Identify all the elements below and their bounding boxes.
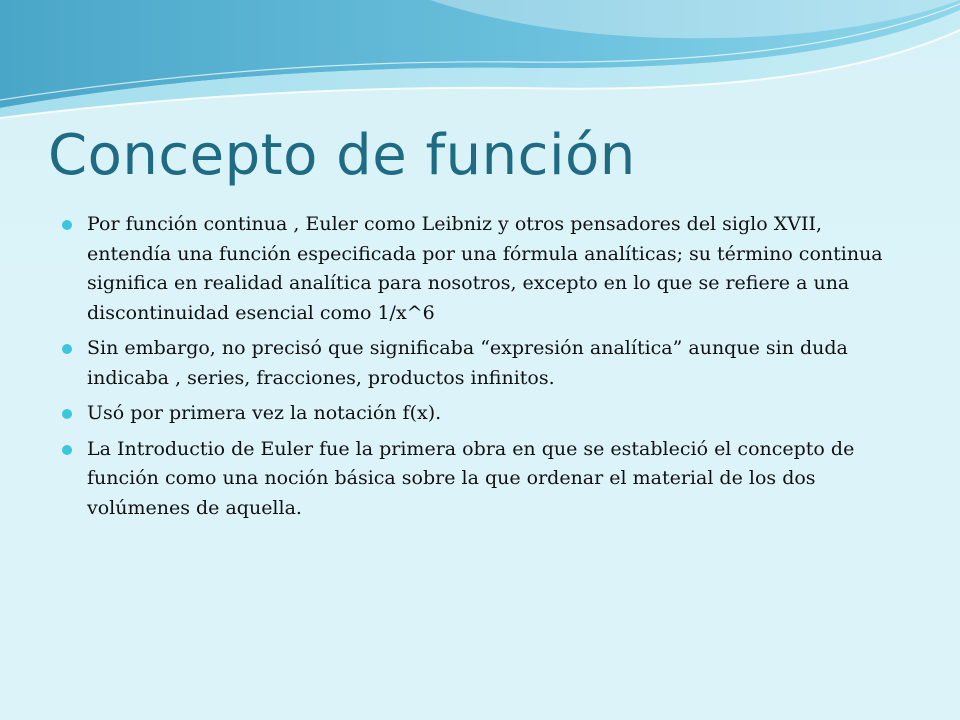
slide-title: Concepto de función bbox=[48, 123, 636, 188]
bullet-item bbox=[62, 334, 912, 393]
bullet-dot-icon bbox=[62, 445, 72, 455]
bullet-dot-icon bbox=[62, 409, 72, 419]
bullet-text: La Introductio de Euler fue la primera obra en que se estableció el concepto de función como una noción básica sobre la que ordenar el material de los dos volúmenes de aquella. bbox=[87, 437, 855, 519]
bullet-text: Por función continua , Euler como Leibniz y otros pensadores del siglo XVII, entendía una función especificada por una fórmula analíticas; su término continua significa en realidad analítica para nosotros, excepto en lo que se refiere a una discontinuidad esencial como 1/x^6 bbox=[87, 213, 883, 324]
bullet-dot-icon bbox=[62, 220, 72, 230]
bullet-list bbox=[62, 210, 912, 529]
bullet-dot-icon bbox=[62, 344, 72, 354]
bullet-item bbox=[62, 210, 912, 328]
header-wave-decoration bbox=[0, 0, 960, 130]
bullet-text: Usó por primera vez la notación f(x). bbox=[87, 402, 442, 424]
bullet-item bbox=[62, 399, 912, 429]
bullet-text: Sin embargo, no precisó que significaba “expresión analítica” aunque sin duda indicaba , series, fracciones, productos infinitos. bbox=[87, 337, 848, 389]
bullet-item bbox=[62, 435, 912, 524]
